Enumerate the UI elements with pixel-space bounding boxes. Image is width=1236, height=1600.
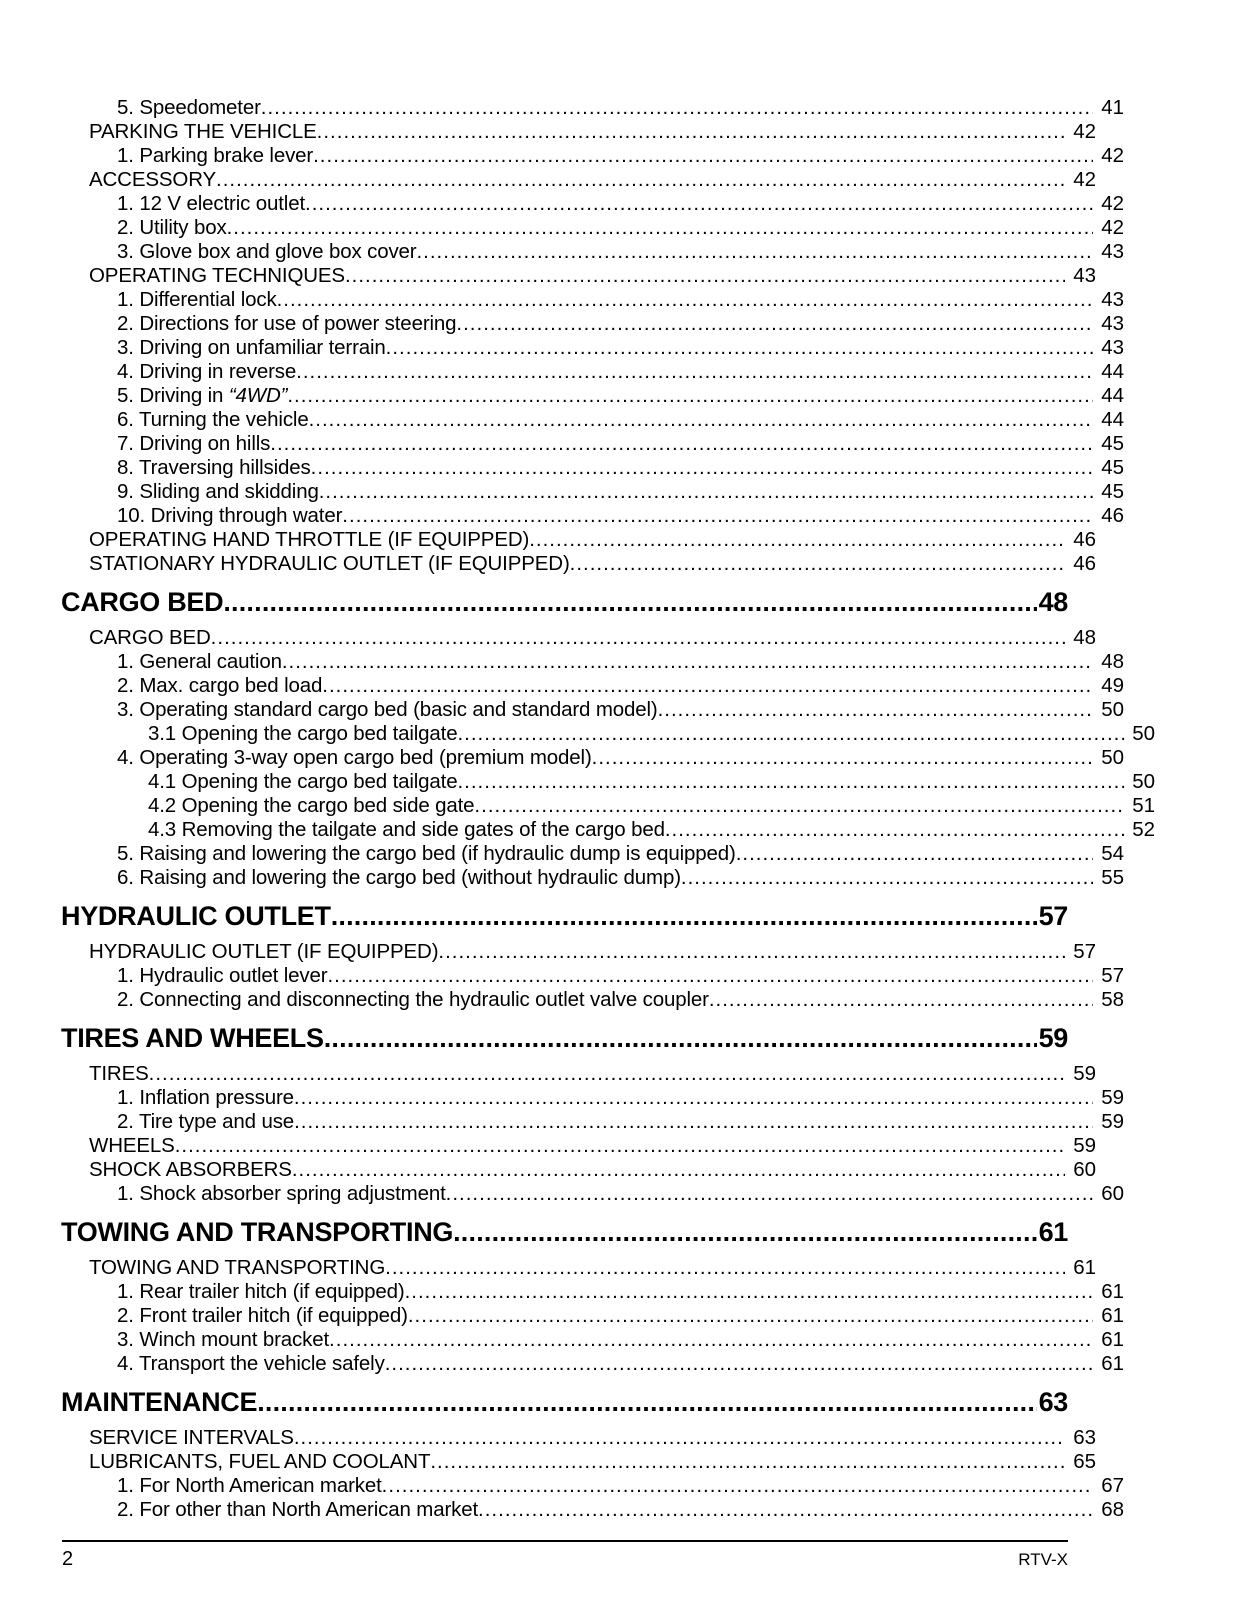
toc-entry-label: PARKING THE VEHICLE xyxy=(89,120,317,143)
toc-entry-page-number: 41 xyxy=(1101,96,1124,119)
toc-entry[interactable] xyxy=(61,722,1155,746)
toc-entry-page-number: 63 xyxy=(1038,1387,1068,1417)
toc-section-heading[interactable] xyxy=(61,1215,1068,1249)
toc-entry-page-number: 43 xyxy=(1101,288,1124,311)
toc-entry-label: TOWING AND TRANSPORTING xyxy=(61,1217,454,1247)
toc-entry-label: 10. Driving through water xyxy=(117,504,343,527)
toc-entry-label: 5. Raising and lowering the cargo bed (if hydraulic dump is equipped) xyxy=(117,842,736,865)
toc-entry-label: 3. Driving on unfamiliar terrain xyxy=(117,336,386,359)
toc-entry-page-number: 57 xyxy=(1101,964,1124,987)
toc-entry-page-number: 44 xyxy=(1101,360,1124,383)
toc-leader-dots xyxy=(277,288,1093,312)
toc-entry-label: 9. Sliding and skidding xyxy=(117,480,319,503)
toc-entry[interactable] xyxy=(61,626,1096,650)
toc-entry-label: ACCESSORY xyxy=(89,168,217,191)
toc-leader-dots xyxy=(386,336,1093,360)
toc-leader-dots xyxy=(385,1352,1093,1376)
toc-entry[interactable] xyxy=(61,1426,1096,1450)
toc-entry-page-number: 43 xyxy=(1101,312,1124,335)
toc-entry-page-number: 57 xyxy=(1073,940,1096,963)
toc-entry-page-number: 46 xyxy=(1073,528,1096,551)
toc-entry-label: 3. Winch mount bracket xyxy=(117,1328,330,1351)
toc-entry-page-number: 60 xyxy=(1073,1158,1096,1181)
toc-entry-label: 2. Max. cargo bed load xyxy=(117,674,323,697)
toc-entry[interactable] xyxy=(61,120,1096,144)
toc-entry-page-number: 48 xyxy=(1073,626,1096,649)
toc-leader-dots xyxy=(430,1450,1065,1474)
toc-leader-dots xyxy=(322,674,1093,698)
toc-leader-dots xyxy=(313,144,1093,168)
toc-entry-label: 2. Front trailer hitch (if equipped) xyxy=(117,1304,408,1327)
toc-entry[interactable] xyxy=(61,1498,1124,1522)
toc-leader-dots xyxy=(216,168,1065,192)
toc-leader-dots xyxy=(317,120,1065,144)
toc-entry[interactable] xyxy=(61,528,1096,552)
toc-entry-page-number: 65 xyxy=(1073,1450,1096,1473)
toc-entry-label: 6. Raising and lowering the cargo bed (without hydraulic dump) xyxy=(117,866,681,889)
toc-leader-dots xyxy=(311,456,1093,480)
toc-entry[interactable] xyxy=(61,794,1155,818)
toc-entry[interactable] xyxy=(61,552,1096,576)
toc-entry[interactable] xyxy=(61,1110,1124,1134)
toc-leader-dots xyxy=(282,650,1093,674)
toc-entry-label: TIRES xyxy=(89,1062,149,1085)
toc-entry-page-number: 59 xyxy=(1073,1134,1096,1157)
toc-leader-dots xyxy=(324,1021,1037,1055)
toc-leader-dots xyxy=(446,1182,1093,1206)
toc-entry[interactable] xyxy=(61,1062,1096,1086)
toc-leader-dots xyxy=(570,552,1065,576)
toc-entry-label: 3. Operating standard cargo bed (basic and standard model) xyxy=(117,698,658,721)
toc-leader-dots xyxy=(736,842,1093,866)
toc-leader-dots xyxy=(438,940,1065,964)
toc-leader-dots xyxy=(270,432,1093,456)
toc-entry[interactable] xyxy=(61,168,1096,192)
toc-leader-dots xyxy=(385,1256,1065,1280)
toc-leader-dots xyxy=(149,1062,1065,1086)
toc-leader-dots xyxy=(416,240,1093,264)
toc-entry-label: 1. Rear trailer hitch (if equipped) xyxy=(117,1280,405,1303)
toc-entry-label: 4. Transport the vehicle safely xyxy=(117,1352,385,1375)
toc-entry-page-number: 44 xyxy=(1101,408,1124,431)
toc-entry-page-number: 59 xyxy=(1038,1023,1068,1053)
toc-entry-page-number: 50 xyxy=(1132,722,1155,745)
toc-entry[interactable] xyxy=(61,312,1124,336)
toc-entry-label: 2. Connecting and disconnecting the hydraulic outlet valve coupler xyxy=(117,988,709,1011)
toc-entry-label: 1. Parking brake lever xyxy=(117,144,314,167)
toc-entry-page-number: 58 xyxy=(1101,988,1124,1011)
toc-entry-page-number: 48 xyxy=(1038,587,1068,617)
toc-entry[interactable] xyxy=(61,144,1124,168)
toc-entry[interactable] xyxy=(61,456,1124,480)
toc-entry[interactable] xyxy=(61,480,1124,504)
toc-entry-page-number: 43 xyxy=(1073,264,1096,287)
toc-entry[interactable] xyxy=(61,288,1124,312)
toc-leader-dots xyxy=(294,1086,1093,1110)
toc-entry-label: SERVICE INTERVALS xyxy=(89,1426,294,1449)
toc-entry[interactable] xyxy=(61,336,1124,360)
toc-entry-label: 6. Turning the vehicle xyxy=(117,408,309,431)
toc-entry[interactable] xyxy=(61,866,1124,890)
toc-entry[interactable] xyxy=(61,504,1124,528)
toc-entry[interactable] xyxy=(61,988,1124,1012)
toc-entry[interactable] xyxy=(61,818,1155,842)
toc-entry-page-number: 54 xyxy=(1101,842,1124,865)
toc-entry-label: 1. Shock absorber spring adjustment xyxy=(117,1182,446,1205)
toc-entry[interactable] xyxy=(61,1304,1124,1328)
toc-entry[interactable] xyxy=(61,96,1124,120)
toc-entry-label: 1. Differential lock xyxy=(117,288,277,311)
table-of-contents xyxy=(61,96,1155,1522)
toc-entry[interactable] xyxy=(61,1474,1124,1498)
toc-entry-page-number: 52 xyxy=(1132,818,1155,841)
toc-entry-label: 3. Glove box and glove box cover xyxy=(117,240,417,263)
toc-entry-page-number: 61 xyxy=(1073,1256,1096,1279)
toc-entry-page-number: 68 xyxy=(1101,1498,1124,1521)
toc-leader-dots xyxy=(309,408,1093,432)
toc-leader-dots xyxy=(681,866,1093,890)
toc-entry-page-number: 48 xyxy=(1101,650,1124,673)
toc-entry[interactable] xyxy=(61,964,1124,988)
toc-entry-page-number: 59 xyxy=(1101,1086,1124,1109)
toc-entry[interactable] xyxy=(61,1352,1124,1376)
toc-leader-dots xyxy=(457,722,1124,746)
toc-leader-dots xyxy=(345,264,1065,288)
toc-leader-dots xyxy=(382,1474,1093,1498)
toc-entry-page-number: 57 xyxy=(1038,901,1068,931)
toc-entry-label: 4. Driving in reverse xyxy=(117,360,297,383)
toc-entry[interactable] xyxy=(61,1256,1096,1280)
toc-leader-dots xyxy=(327,964,1093,988)
toc-entry-label: 2. Tire type and use xyxy=(117,1110,295,1133)
toc-entry-label: SHOCK ABSORBERS xyxy=(89,1158,292,1181)
toc-entry-label: 3.1 Opening the cargo bed tailgate xyxy=(148,722,458,745)
toc-entry-page-number: 46 xyxy=(1101,504,1124,527)
toc-leader-dots xyxy=(456,312,1093,336)
toc-section-heading[interactable] xyxy=(61,1385,1068,1419)
footer-page-number: 2 xyxy=(62,1548,74,1570)
toc-entry[interactable] xyxy=(61,1134,1096,1158)
toc-entry-page-number: 61 xyxy=(1101,1328,1124,1351)
toc-entry[interactable] xyxy=(61,1158,1096,1182)
toc-entry-page-number: 44 xyxy=(1101,384,1124,407)
toc-entry[interactable] xyxy=(61,650,1124,674)
toc-entry-page-number: 42 xyxy=(1101,216,1124,239)
toc-leader-dots xyxy=(223,585,1037,619)
toc-entry-page-number: 61 xyxy=(1101,1304,1124,1327)
toc-entry-page-number: 61 xyxy=(1038,1217,1068,1247)
toc-leader-dots xyxy=(478,1498,1093,1522)
toc-entry[interactable] xyxy=(61,216,1124,240)
toc-entry[interactable] xyxy=(61,770,1155,794)
toc-entry-label: 2. Utility box xyxy=(117,216,227,239)
toc-leader-dots xyxy=(658,698,1093,722)
toc-entry-label: MAINTENANCE xyxy=(61,1387,258,1417)
toc-entry-label: 1. For North American market xyxy=(117,1474,382,1497)
toc-entry[interactable] xyxy=(61,1182,1124,1206)
toc-leader-dots xyxy=(342,504,1093,528)
toc-leader-dots xyxy=(319,480,1093,504)
toc-entry-label: 1. General caution xyxy=(117,650,282,673)
toc-entry-page-number: 61 xyxy=(1101,1280,1124,1303)
toc-entry-page-number: 63 xyxy=(1073,1426,1096,1449)
toc-leader-dots xyxy=(227,216,1093,240)
toc-leader-dots xyxy=(296,360,1093,384)
toc-entry-label: HYDRAULIC OUTLET xyxy=(61,901,331,931)
toc-entry-page-number: 43 xyxy=(1101,240,1124,263)
toc-leader-dots xyxy=(175,1134,1065,1158)
toc-entry[interactable] xyxy=(61,240,1124,264)
toc-entry-page-number: 50 xyxy=(1101,698,1124,721)
toc-entry-page-number: 45 xyxy=(1101,432,1124,455)
toc-entry[interactable] xyxy=(61,746,1124,770)
toc-entry-page-number: 61 xyxy=(1101,1352,1124,1375)
toc-entry-page-number: 59 xyxy=(1101,1110,1124,1133)
toc-entry[interactable] xyxy=(61,1086,1124,1110)
toc-leader-dots xyxy=(211,626,1065,650)
toc-entry-label: 8. Traversing hillsides xyxy=(117,456,311,479)
toc-leader-dots xyxy=(261,96,1093,120)
toc-entry-label: LUBRICANTS, FUEL AND COOLANT xyxy=(89,1450,431,1473)
toc-entry-page-number: 43 xyxy=(1101,336,1124,359)
toc-entry-label: WHEELS xyxy=(89,1134,175,1157)
toc-entry[interactable] xyxy=(61,408,1124,432)
toc-entry-label: 4.2 Opening the cargo bed side gate xyxy=(148,794,475,817)
toc-entry-page-number: 42 xyxy=(1073,168,1096,191)
toc-entry[interactable] xyxy=(61,384,1124,408)
toc-entry-label: 2. Directions for use of power steering xyxy=(117,312,457,335)
toc-leader-dots xyxy=(408,1304,1093,1328)
toc-entry[interactable] xyxy=(61,842,1124,866)
toc-entry-label: 1. Inflation pressure xyxy=(117,1086,294,1109)
toc-entry-page-number: 50 xyxy=(1101,746,1124,769)
toc-section-heading[interactable] xyxy=(61,899,1068,933)
toc-entry-label: 4.1 Opening the cargo bed tailgate xyxy=(148,770,458,793)
footer-divider xyxy=(62,1540,1068,1542)
toc-leader-dots xyxy=(665,818,1124,842)
page-footer xyxy=(62,1548,1068,1571)
toc-entry-label: HYDRAULIC OUTLET (IF EQUIPPED) xyxy=(89,940,439,963)
toc-entry-label: TIRES AND WHEELS xyxy=(61,1023,324,1053)
toc-entry-page-number: 42 xyxy=(1101,144,1124,167)
toc-entry-page-number: 42 xyxy=(1073,120,1096,143)
toc-entry[interactable] xyxy=(61,192,1124,216)
toc-entry-page-number: 45 xyxy=(1101,480,1124,503)
toc-entry-page-number: 60 xyxy=(1101,1182,1124,1205)
toc-entry-label-emphasis: “4WD” xyxy=(228,384,288,407)
toc-section-heading[interactable] xyxy=(61,1021,1068,1055)
toc-entry-page-number: 49 xyxy=(1101,674,1124,697)
toc-entry[interactable] xyxy=(61,1450,1096,1474)
toc-leader-dots xyxy=(331,899,1037,933)
toc-leader-dots xyxy=(329,1328,1093,1352)
toc-leader-dots xyxy=(292,1158,1065,1182)
toc-section-heading[interactable] xyxy=(61,585,1068,619)
toc-entry-page-number: 45 xyxy=(1101,456,1124,479)
toc-leader-dots xyxy=(474,794,1124,818)
toc-entry-page-number: 55 xyxy=(1101,866,1124,889)
toc-leader-dots xyxy=(709,988,1093,1012)
toc-entry-label: OPERATING HAND THROTTLE (IF EQUIPPED) xyxy=(89,528,530,551)
toc-leader-dots xyxy=(457,770,1124,794)
toc-entry-label: 5. Driving in “4WD” xyxy=(117,384,288,407)
toc-entry-label: 1. Hydraulic outlet lever xyxy=(117,964,328,987)
toc-entry-label: CARGO BED xyxy=(89,626,211,649)
toc-entry[interactable] xyxy=(61,674,1124,698)
toc-leader-dots xyxy=(294,1110,1093,1134)
toc-entry-page-number: 42 xyxy=(1101,192,1124,215)
toc-entry[interactable] xyxy=(61,1328,1124,1352)
toc-entry[interactable] xyxy=(61,432,1124,456)
toc-entry-page-number: 46 xyxy=(1073,552,1096,575)
toc-entry-label: 4. Operating 3-way open cargo bed (premium model) xyxy=(117,746,592,769)
toc-leader-dots xyxy=(305,192,1093,216)
toc-entry-label: 2. For other than North American market xyxy=(117,1498,479,1521)
toc-entry-page-number: 51 xyxy=(1132,794,1155,817)
toc-entry[interactable] xyxy=(61,698,1124,722)
toc-entry-page-number: 50 xyxy=(1132,770,1155,793)
toc-entry-label: CARGO BED xyxy=(61,587,224,617)
toc-entry[interactable] xyxy=(61,360,1124,384)
toc-leader-dots xyxy=(294,1426,1065,1450)
toc-leader-dots xyxy=(529,528,1065,552)
toc-leader-dots xyxy=(287,384,1093,408)
toc-entry-label: TOWING AND TRANSPORTING xyxy=(89,1256,386,1279)
toc-entry[interactable] xyxy=(61,264,1096,288)
toc-entry-label: 1. 12 V electric outlet xyxy=(117,192,305,215)
toc-entry-label: 4.3 Removing the tailgate and side gates of the cargo bed xyxy=(148,818,665,841)
toc-leader-dots xyxy=(592,746,1093,770)
toc-entry-label: 5. Speedometer xyxy=(117,96,261,119)
footer-document-id: RTV-X xyxy=(1018,1550,1068,1569)
toc-leader-dots xyxy=(257,1385,1037,1419)
toc-entry[interactable] xyxy=(61,1280,1124,1304)
toc-entry-label: STATIONARY HYDRAULIC OUTLET (IF EQUIPPED) xyxy=(89,552,570,575)
toc-leader-dots xyxy=(405,1280,1093,1304)
toc-entry-page-number: 67 xyxy=(1101,1474,1124,1497)
toc-entry-page-number: 59 xyxy=(1073,1062,1096,1085)
toc-entry-label: 7. Driving on hills xyxy=(117,432,271,455)
toc-entry-label: OPERATING TECHNIQUES xyxy=(89,264,345,287)
toc-leader-dots xyxy=(453,1215,1037,1249)
toc-entry[interactable] xyxy=(61,940,1096,964)
